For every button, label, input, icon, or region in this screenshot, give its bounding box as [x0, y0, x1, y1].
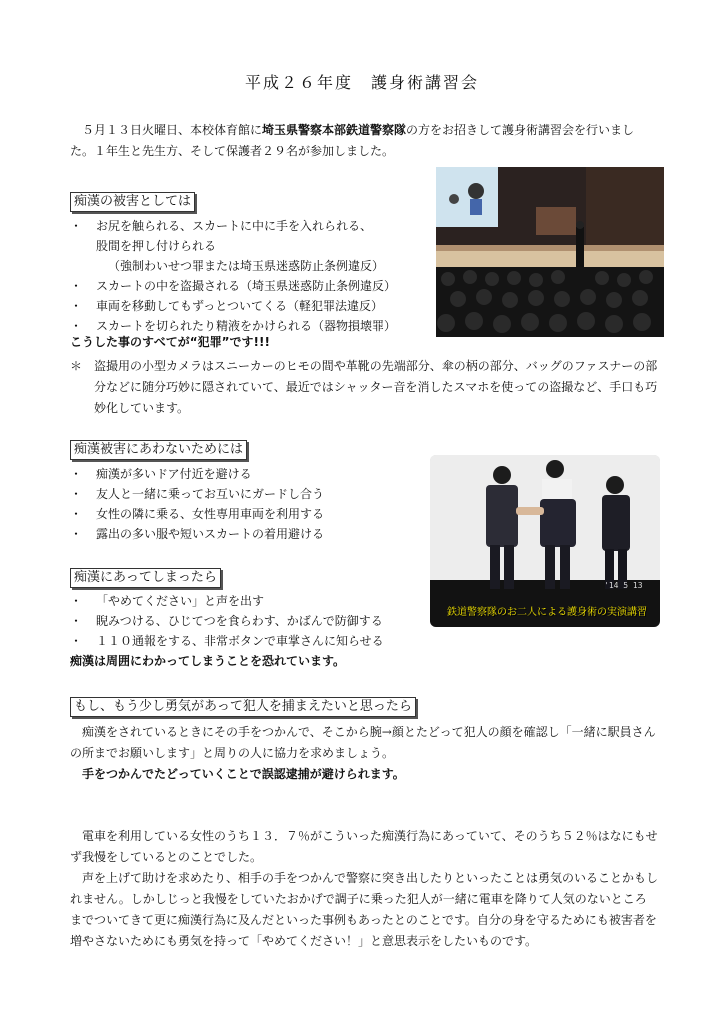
list-item: ・ スカートの中を盗撮される（埼玉県迷惑防止条例違反） [70, 276, 440, 296]
list-item: ・ １１０通報をする、非常ボタンで車掌さんに知らせる [70, 631, 384, 651]
page-title: 平成２６年度 護身術講習会 [244, 73, 479, 92]
intro-paragraph [70, 120, 658, 162]
if-victim-list [70, 591, 384, 651]
lecture-photo [436, 167, 664, 337]
section-heading-prevention: 痴漢被害にあわないためには [70, 440, 247, 460]
demonstration-photo [430, 455, 660, 627]
section-heading-if-victim: 痴漢にあってしまったら [70, 568, 221, 588]
crime-statement: こうした事のすべてが“犯罪”です!!! [70, 335, 270, 349]
list-item: ・ 睨みつける、ひじてつを食らわす、かばんで防御する [70, 611, 384, 631]
catch-bold-statement: 手をつかんでたどっていくことで誤認逮捕が避けられます。 [82, 767, 405, 781]
list-item-continuation: 股間を押し付けられる [96, 239, 217, 253]
intro-org: 埼玉県警察本部鉄道警察隊 [262, 123, 407, 137]
intro-pre: ５月１３日火曜日、本校体育館に [70, 123, 263, 137]
catch-paragraph: 痴漢をされているときにその手をつかんで、そこから腕→顔とたどって犯人の顔を確認し「一緒に駅員さんの所までお願いします」と周りの人に協力を求めましょう。 [70, 725, 656, 760]
list-item: ・ 友人と一緒に乗ってお互いにガードし合う [70, 484, 324, 504]
note-paragraph: 盗撮用の小型カメラはスニーカーのヒモの間や革靴の先端部分、傘の柄の部分、バッグのファスナーの部分などに随分巧妙に隠されていて、最近ではシャッター音を消したスマホを使っての盗撮など、手口も巧妙化しています。 [94, 359, 658, 415]
note-mark: ＊ [70, 359, 83, 373]
list-item: ・ 露出の多い服や短いスカートの着用避ける [70, 524, 324, 544]
list-item: ・ スカートを切られたり精液をかけられる（器物損壊罪） [70, 316, 440, 336]
damage-list [70, 216, 440, 336]
list-item: ・ 女性の隣に乗る、女性専用車両を利用する [70, 504, 324, 524]
list-item: ・ 痴漢が多いドア付近を避ける [70, 464, 324, 484]
section-heading-catch: もし、もう少し勇気があって犯人を捕まえたいと思ったら [70, 697, 416, 717]
photo-date-stamp: '14 5 13 [604, 581, 643, 590]
intro-post: の方をお招きして護身術講習会を行いました。１年生と先生方、そして保護者２９名が参加しました。 [70, 123, 635, 158]
list-item-law: （強制わいせつ罪または埼玉県迷惑防止条例違反） [108, 259, 385, 273]
closing-paragraph-2: 声を上げて助けを求めたり、相手の手をつかんで警察に突き出したりといったことは勇気のいることかもしれません。しかしじっと我慢をしていたおかげで調子に乗った犯人が一緒に電車を降りて人気のないところまでついてきて更に痴漢行為に及んだといった事例もあったとのことです。自分の身を守るためにも被害者を増やさないためにも勇気を持って「やめてください！」と意思表示をしたいものです。 [70, 871, 659, 948]
photo-caption: 鉄道警察隊のお二人による護身術の実演講習 [447, 607, 647, 618]
list-item: ・ 車両を移動してもずっとついてくる（軽犯罪法違反） [70, 296, 440, 316]
fear-statement: 痴漢は周囲にわかってしまうことを恐れています。 [70, 654, 346, 668]
list-item: ・ 「やめてください」と声を出す [70, 591, 384, 611]
list-item: ・ お尻を触られる、スカートに中に手を入れられる、 [70, 216, 440, 236]
prevention-list [70, 464, 324, 544]
section-heading-damage: 痴漢の被害としては [70, 192, 195, 212]
closing-paragraph-1: 電車を利用している女性のうち１３．７％がこういった痴漢行為にあっていて、そのうち５２％はなにもせず我慢をしているとのことでした。 [70, 829, 658, 864]
